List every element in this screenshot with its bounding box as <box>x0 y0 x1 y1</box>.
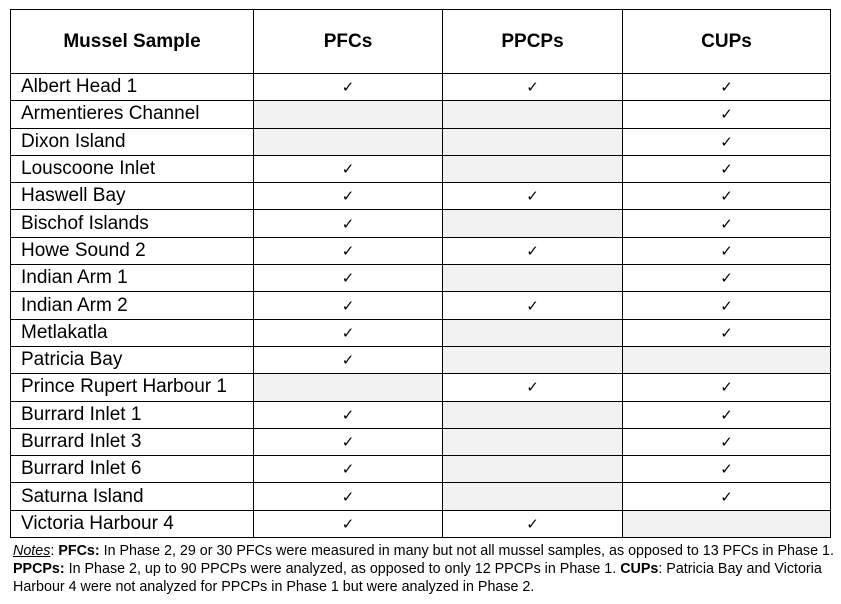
checkmark-icon: ✓ <box>341 514 355 533</box>
pfcs-cell <box>254 101 443 128</box>
cups-cell <box>623 128 831 155</box>
checkmark-icon: ✓ <box>341 405 355 424</box>
mussel-sample-name: Patricia Bay <box>11 346 254 373</box>
checkmark-icon: ✓ <box>341 460 355 479</box>
cups-cell <box>623 237 831 264</box>
mussel-sample-name: Victoria Harbour 4 <box>11 510 254 537</box>
mussel-sample-name: Metlakatla <box>11 319 254 346</box>
pfcs-cell <box>254 428 443 455</box>
ppcps-cell <box>443 155 623 182</box>
mussel-sample-name: Albert Head 1 <box>11 74 254 101</box>
pfcs-cell <box>254 74 443 101</box>
pfcs-cell <box>254 265 443 292</box>
cups-cell <box>623 483 831 510</box>
ppcps-cell <box>443 210 623 237</box>
notes-cups-text: : Patricia Bay and Victoria Harbour 4 were not analyzed for PPCPs in Phase 1 but were analyzed in Phase 2. <box>13 561 822 595</box>
checkmark-icon: ✓ <box>720 487 733 506</box>
cups-cell <box>623 346 831 373</box>
mussel-sample-name: Indian Arm 2 <box>11 292 254 319</box>
header-pfcs: PFCs <box>254 10 443 74</box>
checkmark-icon: ✓ <box>526 241 539 260</box>
pfcs-cell <box>254 510 443 537</box>
checkmark-icon: ✓ <box>720 160 733 179</box>
notes-label: Notes <box>13 543 51 559</box>
notes-cups-label: CUPs <box>620 561 659 577</box>
mussel-sample-name: Burrard Inlet 1 <box>11 401 254 428</box>
checkmark-icon: ✓ <box>341 296 355 315</box>
mussel-sample-name: Burrard Inlet 6 <box>11 456 254 483</box>
pfcs-cell <box>254 456 443 483</box>
mussel-sample-table <box>10 9 831 538</box>
notes-pfcs-text: In Phase 2, 29 or 30 PFCs were measured in many but not all mussel samples, as opposed to 13 PFCs in Phase 1. <box>99 543 834 559</box>
table-row <box>11 74 831 101</box>
notes-pfcs-label: PFCs: <box>58 543 100 559</box>
pfcs-cell <box>254 292 443 319</box>
table-row <box>11 210 831 237</box>
ppcps-cell <box>443 401 623 428</box>
checkmark-icon: ✓ <box>341 433 355 451</box>
checkmark-icon: ✓ <box>720 460 733 479</box>
pfcs-cell <box>254 128 443 155</box>
checkmark-icon: ✓ <box>341 323 355 342</box>
pfcs-cell <box>254 210 443 237</box>
notes-ppcps-label: PPCPs: <box>13 561 65 577</box>
table-row <box>11 319 831 346</box>
checkmark-icon: ✓ <box>720 405 733 424</box>
table-row <box>11 237 831 264</box>
mussel-sample-name: Armentieres Channel <box>11 101 254 128</box>
checkmark-icon: ✓ <box>341 160 355 179</box>
table-row <box>11 428 831 455</box>
ppcps-cell <box>443 101 623 128</box>
checkmark-icon: ✓ <box>526 378 539 397</box>
checkmark-icon: ✓ <box>341 351 355 370</box>
pfcs-cell <box>254 483 443 510</box>
cups-cell <box>623 210 831 237</box>
table-row <box>11 346 831 373</box>
ppcps-cell <box>443 265 623 292</box>
cups-cell <box>623 183 831 210</box>
mussel-sample-name: Haswell Bay <box>11 183 254 210</box>
checkmark-icon: ✓ <box>720 132 733 151</box>
table-row <box>11 155 831 182</box>
table-header-row <box>11 10 831 74</box>
table-row <box>11 101 831 128</box>
ppcps-cell <box>443 319 623 346</box>
checkmark-icon: ✓ <box>720 105 733 124</box>
cups-cell <box>623 101 831 128</box>
cups-cell <box>623 265 831 292</box>
header-cups: CUPs <box>623 10 831 74</box>
checkmark-icon: ✓ <box>720 214 733 233</box>
cups-cell <box>623 428 831 455</box>
cups-cell <box>623 374 831 401</box>
notes-ppcps-text: In Phase 2, up to 90 PPCPs were analyzed, as opposed to only 12 PPCPs in Phase 1. <box>64 561 621 577</box>
checkmark-icon: ✓ <box>720 378 733 397</box>
mussel-sample-name: Burrard Inlet 3 <box>11 428 254 455</box>
pfcs-cell <box>254 155 443 182</box>
pfcs-cell <box>254 374 443 401</box>
cups-cell <box>623 510 831 537</box>
checkmark-icon: ✓ <box>526 187 539 206</box>
checkmark-icon: ✓ <box>720 296 733 315</box>
table-row <box>11 128 831 155</box>
checkmark-icon: ✓ <box>720 241 733 260</box>
cups-cell <box>623 74 831 101</box>
table-row <box>11 510 831 537</box>
checkmark-icon: ✓ <box>720 187 733 206</box>
ppcps-cell <box>443 128 623 155</box>
ppcps-cell <box>443 292 623 319</box>
table-row <box>11 292 831 319</box>
table-notes: Notes: PFCs: In Phase 2, 29 or 30 PFCs were measured in many but not all mussel samples, as opposed to 13 PFCs in Phase 1. PPCPs: In Phase 2, up to 90 PPCPs were analyzed, as opposed to only 12 PPCPs in Phase 1. CUPs: Patricia Bay and Victoria Harbour 4 were not analyzed for PPCPs in Phase 1 but were analyzed in Phase 2. <box>13 543 834 595</box>
cups-cell <box>623 292 831 319</box>
mussel-sample-name: Howe Sound 2 <box>11 237 254 264</box>
pfcs-cell <box>254 346 443 373</box>
cups-cell <box>623 456 831 483</box>
checkmark-icon: ✓ <box>720 269 733 288</box>
checkmark-icon: ✓ <box>526 296 539 315</box>
cups-cell <box>623 401 831 428</box>
pfcs-cell <box>254 183 443 210</box>
table-row <box>11 265 831 292</box>
table-row <box>11 183 831 210</box>
pfcs-cell <box>254 237 443 264</box>
header-ppcps: PPCPs <box>443 10 623 74</box>
checkmark-icon: ✓ <box>526 78 539 97</box>
mussel-sample-name: Indian Arm 1 <box>11 265 254 292</box>
cups-cell <box>623 319 831 346</box>
ppcps-cell <box>443 346 623 373</box>
checkmark-icon: ✓ <box>341 487 355 506</box>
header-mussel-sample: Mussel Sample <box>11 10 254 74</box>
pfcs-cell <box>254 401 443 428</box>
ppcps-cell <box>443 374 623 401</box>
cups-cell <box>623 155 831 182</box>
checkmark-icon: ✓ <box>341 214 355 233</box>
ppcps-cell <box>443 237 623 264</box>
checkmark-icon: ✓ <box>341 187 355 206</box>
checkmark-icon: ✓ <box>720 323 733 342</box>
ppcps-cell <box>443 483 623 510</box>
table-row <box>11 374 831 401</box>
checkmark-icon: ✓ <box>341 269 355 288</box>
checkmark-icon: ✓ <box>341 241 355 260</box>
checkmark-icon: ✓ <box>720 433 733 451</box>
ppcps-cell <box>443 183 623 210</box>
table-body <box>11 74 831 538</box>
ppcps-cell <box>443 510 623 537</box>
table-row <box>11 483 831 510</box>
ppcps-cell <box>443 74 623 101</box>
checkmark-icon: ✓ <box>341 78 355 97</box>
table-row <box>11 456 831 483</box>
checkmark-icon: ✓ <box>720 78 733 97</box>
ppcps-cell <box>443 428 623 455</box>
mussel-sample-name: Louscoone Inlet <box>11 155 254 182</box>
mussel-sample-name: Saturna Island <box>11 483 254 510</box>
mussel-sample-name: Bischof Islands <box>11 210 254 237</box>
mussel-sample-name: Prince Rupert Harbour 1 <box>11 374 254 401</box>
table-row <box>11 401 831 428</box>
pfcs-cell <box>254 319 443 346</box>
ppcps-cell <box>443 456 623 483</box>
mussel-sample-name: Dixon Island <box>11 128 254 155</box>
checkmark-icon: ✓ <box>526 514 539 533</box>
